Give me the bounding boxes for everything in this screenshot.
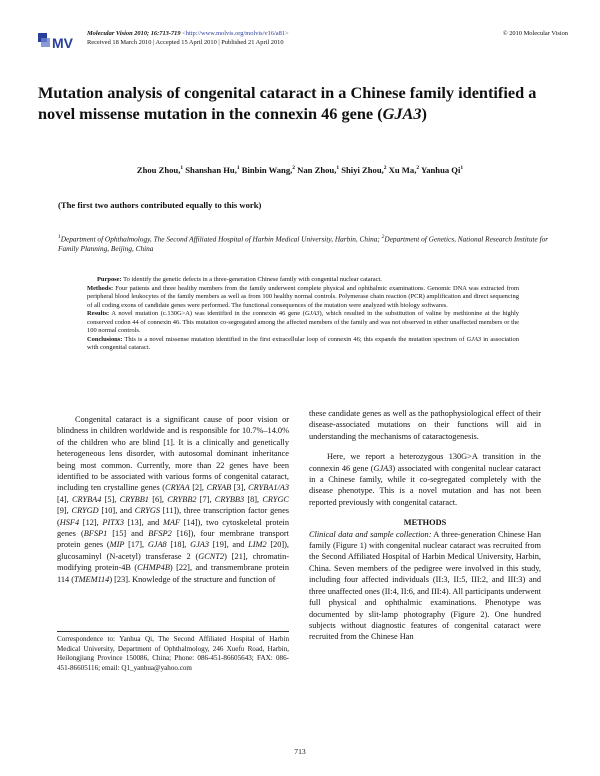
abstract-purpose: Purpose: To identify the genetic defects in a three-generation Chinese family with congenital nuclear cataract. [97,276,382,283]
equal-contribution-note: (The first two authors contributed equally to this work) [58,200,262,210]
intro-paragraph: Congenital cataract is a significant cause of poor vision or blindness in children worldwide and is responsible for 10.7%–14.0% of the children who are blind [1]. It is a clinically and genetically heterogeneous lens disorder, with autosomal dominant inheritance being most common. Currently, more than 22 genes have been identified to be associated with various forms of congenital cataract, including ten crystalline genes (CRYAA [2], CRYAB [3], CRYBA1/A3 [4], CRYBA4 [5], CRYBB1 [6], CRYBB2 [7], CRYBB3 [8], CRYGC [9], CRYGD [10], and CRYGS [11]), three transcription factor genes (HSF4 [12], PITX3 [13], and MAF [14]), two cytoskeletal protein genes (BFSP1 [15] and BFSP2 [16]), four membrane transport protein genes (MIP [17], GJA8 [18], GJA3 [19], and LIM2 [20]), glucosaminyl (N-acetyl) transferase 2 (GCNT2) [21], chromatin-modifying protein-4B (CHMP4B) [22], and transmembrane protein 114 (TMEM114) [23]. Knowledge of the structure and function of [57,415,290,584]
intro-continuation: these candidate genes as well as the pathophysiological effect of their disease-associated mutations on their functions will aid in understanding the mechanisms of cataractogenesis. [309,409,541,441]
page-number: 713 [294,747,306,756]
author: Xu Ma,$^2$ [388,165,420,175]
author: Binbin Wang,$^2$ [241,165,296,175]
journal-line: Molecular Vision 2010; 16:713-719 [87,30,181,37]
abstract-conclusions: Conclusions: This is a novel missense mutation identified in the first extracellular loop of connexin 46; this expands the mutation spectrum of GJA3 in association with congenital cataract. [87,335,519,352]
methods-heading: METHODS [403,518,447,528]
copyright-notice: © 2010 Molecular Vision [502,30,568,37]
article-title: Mutation analysis of congenital cataract in a Chinese family identified a novel missense mutation in the connexin 46 gene (GJA3) [38,83,537,123]
article-dates: Received 18 March 2010 | Accepted 15 April 2010 | Published 21 April 2010 [87,38,284,46]
author: Nan Zhou,$^1$ [297,165,340,175]
author: Yanhua Qi$^1$ [420,165,464,175]
author: Shiyi Zhou,$^2$ [341,165,387,175]
affiliations: $^1$Department of Ophthalmology, The Second Affiliated Hospital of Harbin Medical University, Harbin, China; $^2$Department of Genetics, National Research Institute for Family Planning, Beijing, China [58,234,549,254]
author-list [0,165,600,175]
article-url-link[interactable]: <http://www.molvis.org/molvis/v16/a81> [182,30,289,37]
abstract-methods: Methods: Four patients and three healthy members from the family underwent complete physical and ophthalmic examinations. Genomic DNA was extracted from peripheral blood leukocytes of the family members as well as from 100 healthy normal controls. Polymerase chain reaction (PCR) amplification and direct sequencing of all coding exons of candidate genes were performed. The functional consequences of the mutation were analyzed with biology softwares. [87,284,519,309]
journal-citation [87,30,289,47]
molecular-vision-logo-icon [38,33,78,51]
methods-paragraph: Clinical data and sample collection: A three-generation Chinese Han family (Figure 1) with congenital nuclear cataract was recruited from the Second Affiliated Hospital of Harbin Medical University, Harbin, China. Seven members of the pedigree were involved in this study, including four affected individuals (II:3, II:5, III:2, and III:3) and three unaffected ones (II:4, II:6, and III:4). All participants underwent full physical and ophthalmic examinations. Phenotype was documented by slit-lamp photography (Figure 2). One hundred subjects without diagnostic features of congenital cataract were recruited from the Chinese Han [309,529,541,642]
right-column [309,408,541,643]
author: Shanshan Hu,$^1$ [185,165,240,175]
report-paragraph: Here, we report a heterozygous 130G>A transition in the connexin 46 gene (GJA3) associated with congenital nuclear cataract in a Chinese family, while it co-segregated completely with the disease phenotype. This is a novel mutation and has not been reported previously with congenital cataract. [309,452,541,507]
author: Zhou Zhou,$^1$ [136,165,184,175]
page-header [38,30,568,54]
abstract [87,276,519,353]
left-column [57,414,289,585]
svg-text:MV: MV [52,35,73,51]
correspondence-footnote: Correspondence to: Yanhua Qi, The Second Affiliated Hospital of Harbin Medical University, Department of Ophthalmology, 246 Xuefu Road, Harbin, Heilongjiang Province 150086, China; Phone: 086-451-86605643; FAX: 086-451-86605116; email: Q1_yanhua@yahoo.com [57,631,289,673]
abstract-results: Results: A novel mutation (c.130G>A) was identified in the connexin 46 gene (GJA3), which resulted in the substitution of valine by methionine at the highly conserved codon 44 of connexin 46. This mutation co-segregated among the affected members of the family and was not observed in either unaffected members or the 100 normal controls. [87,310,519,335]
